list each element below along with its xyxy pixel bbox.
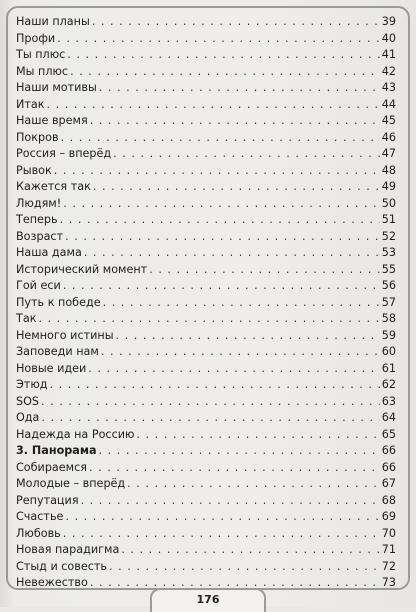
toc-entry-page: 57 [381, 295, 396, 309]
toc-entry-title: Новая парадигма [16, 543, 120, 556]
toc-entry-title: Исторический момент [16, 262, 148, 276]
toc-entry-page: 68 [381, 493, 396, 507]
toc-entry-title: Итак [16, 97, 45, 111]
dot-leader [38, 311, 379, 328]
dot-leader [41, 394, 380, 411]
toc-entry-title: Репутация [16, 493, 79, 507]
toc-entry-title: Теперь [16, 213, 58, 226]
toc-entry-page: 62 [381, 378, 396, 391]
toc-entry-title: Наше время [16, 114, 88, 127]
dot-leader [60, 212, 380, 229]
toc-entry-page: 48 [381, 163, 396, 177]
toc-entry-title: Так [16, 312, 37, 325]
dot-leader [84, 245, 380, 262]
toc-entry-title: Наши планы [16, 15, 90, 28]
toc-entry-title: Любовь [16, 526, 61, 540]
toc-entry [16, 493, 396, 510]
toc-entry-title: Путь к победе [16, 295, 101, 309]
dot-leader [113, 146, 380, 163]
dot-leader [92, 14, 380, 31]
toc-entry-page: 39 [381, 15, 396, 28]
dot-leader [127, 476, 380, 493]
toc-entry [16, 163, 396, 180]
dot-leader [99, 443, 380, 460]
toc-entry-page: 40 [381, 31, 396, 45]
toc-entry-title: Мы плюс [16, 64, 69, 78]
toc-entry [16, 113, 396, 130]
dot-leader [70, 64, 380, 81]
toc-entry-page: 52 [381, 229, 396, 243]
dot-leader [109, 559, 380, 576]
toc-entry [16, 229, 396, 246]
toc-entry [16, 278, 396, 295]
toc-entry [16, 31, 396, 48]
toc-entry-title: Ты плюс [16, 48, 66, 61]
toc-entry-page: 55 [381, 262, 396, 276]
toc-entry-page: 70 [381, 526, 396, 540]
toc-entry-page: 65 [381, 427, 396, 441]
dot-leader [88, 361, 379, 378]
dot-leader [67, 47, 379, 64]
toc-entry-title: Наши мотивы [16, 81, 97, 94]
toc-entry [16, 146, 396, 163]
toc-entry [16, 427, 396, 444]
toc-entry-page: 49 [381, 180, 396, 193]
toc-entry [16, 476, 396, 493]
toc-entry-title: SOS [16, 394, 40, 408]
toc-entry-page: 59 [381, 328, 396, 342]
toc-entry-title: Счастье [16, 510, 64, 523]
toc-entry [16, 377, 396, 394]
toc-entry-page: 44 [381, 97, 396, 111]
toc-entry [16, 64, 396, 81]
toc-entry-title: Покров [16, 130, 59, 144]
toc-entry-title: Наша дама [16, 246, 82, 259]
toc-entry-page: 60 [381, 345, 396, 358]
toc-entry [16, 262, 396, 279]
dot-leader [93, 179, 380, 196]
toc-entry [16, 526, 396, 543]
dot-leader [57, 31, 380, 48]
toc-entry-title: Стыд и совесть [16, 559, 108, 573]
toc-entry-page: 66 [381, 460, 396, 474]
toc-entry [16, 245, 396, 262]
dot-leader [41, 410, 379, 427]
toc-entry-page: 73 [381, 576, 396, 589]
dot-leader [49, 377, 379, 394]
toc-entry-title: Гой еси [16, 279, 61, 292]
toc-entry-title: Возраст [16, 229, 64, 243]
toc-entry [16, 295, 396, 312]
toc-entry-title: Немного истины [16, 328, 114, 342]
toc-entry [16, 47, 396, 64]
toc-entry [16, 443, 396, 460]
toc-entry-page: 61 [381, 361, 396, 375]
toc-entry-page: 71 [381, 543, 396, 556]
dot-leader [103, 295, 380, 312]
toc-entry-page: 45 [381, 114, 396, 127]
toc-entry-title: 3. Панорама [16, 444, 97, 457]
toc-entry-title: Профи [16, 31, 56, 45]
toc-entry-page: 72 [381, 559, 396, 573]
toc-entry-title: Молодые – вперёд [16, 477, 126, 490]
toc-entry-title: Заповеди нам [16, 345, 99, 358]
toc-entry-title: Собираемся [16, 460, 87, 474]
toc-entry-page: 56 [381, 279, 396, 292]
toc-entry-page: 53 [381, 246, 396, 259]
toc-entry [16, 460, 396, 477]
dot-leader [81, 493, 380, 510]
toc-entry [16, 559, 396, 576]
dot-leader [54, 163, 380, 180]
toc-entry-title: Новые идеи [16, 361, 87, 375]
toc-entry-page: 69 [381, 510, 396, 523]
toc-entry-page: 43 [381, 81, 396, 94]
toc-entry [16, 328, 396, 345]
toc-entry-page: 46 [381, 130, 396, 144]
page-number: 176 [196, 593, 220, 606]
toc-entry-page: 63 [381, 394, 396, 408]
toc-entry [16, 361, 396, 378]
toc-entry [16, 509, 396, 526]
toc-entry [16, 80, 396, 97]
dot-leader [63, 526, 380, 543]
toc-entry [16, 14, 396, 31]
toc-entry-title: Надежда на Россию [16, 427, 135, 441]
toc-entry [16, 410, 396, 427]
dot-leader [63, 196, 380, 213]
toc-entry [16, 394, 396, 411]
dot-leader [121, 542, 379, 559]
toc-entry-page: 58 [381, 312, 396, 325]
toc-entry-page: 51 [381, 213, 396, 226]
toc-entry-title: Кажется так [16, 180, 91, 193]
table-of-contents [16, 14, 396, 592]
toc-entry-title: Невежество [16, 576, 88, 589]
dot-leader [89, 460, 380, 477]
dot-leader [116, 328, 380, 345]
dot-leader [99, 80, 380, 97]
dot-leader [65, 229, 380, 246]
toc-entry-page: 50 [381, 196, 396, 210]
toc-entry-page: 47 [381, 147, 396, 160]
toc-entry-page: 66 [381, 444, 396, 457]
dot-leader [149, 262, 380, 279]
dot-leader [90, 113, 380, 130]
toc-entry [16, 311, 396, 328]
toc-entry [16, 344, 396, 361]
toc-entry [16, 179, 396, 196]
toc-entry-title: Россия – вперёд [16, 147, 112, 160]
toc-entry-page: 64 [381, 411, 396, 424]
toc-entry-title: Ода [16, 411, 40, 424]
toc-entry [16, 196, 396, 213]
toc-entry-title: Людям! [16, 196, 62, 210]
dot-leader [47, 97, 380, 114]
toc-entry-page: 42 [381, 64, 396, 78]
dot-leader [65, 509, 379, 526]
toc-entry-title: Этюд [16, 378, 48, 391]
dot-leader [136, 427, 379, 444]
toc-entry-page: 41 [381, 48, 396, 61]
toc-entry-page: 67 [381, 477, 396, 490]
toc-entry [16, 212, 396, 229]
toc-entry [16, 542, 396, 559]
toc-entry [16, 130, 396, 147]
dot-leader [101, 344, 380, 361]
dot-leader [61, 130, 380, 147]
toc-entry [16, 97, 396, 114]
toc-entry-title: Рывок [16, 163, 52, 177]
dot-leader [63, 278, 380, 295]
